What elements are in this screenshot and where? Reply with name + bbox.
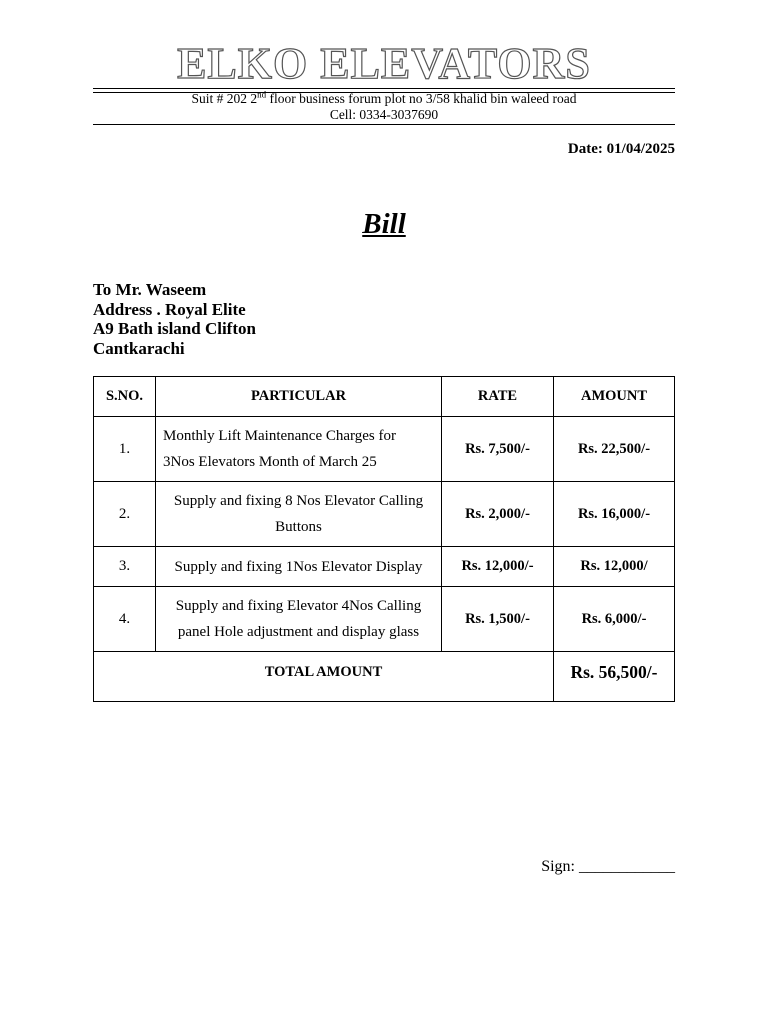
cell-amount: Rs. 22,500/- <box>554 417 675 482</box>
particular-line: Supply and fixing Elevator 4Nos Calling <box>175 598 422 614</box>
recipient-address-3: Cantkarachi <box>93 338 185 358</box>
bill-items-table <box>93 376 675 702</box>
total-label: TOTAL AMOUNT <box>94 652 554 702</box>
particular-line: Monthly Lift Maintenance Charges for <box>163 428 396 444</box>
header-amount: AMOUNT <box>554 377 675 417</box>
cell-amount: Rs. 6,000/- <box>554 587 675 652</box>
header-sno: S.NO. <box>94 377 156 417</box>
table-row <box>94 417 675 482</box>
table-row <box>94 482 675 547</box>
cell-sno: 1. <box>94 417 156 482</box>
particular-line: Supply and fixing 1Nos Elevator Display <box>174 558 423 575</box>
table-row <box>94 547 675 587</box>
cell-rate: Rs. 2,000/- <box>442 482 554 547</box>
cell-particular <box>156 547 442 587</box>
total-amount: Rs. 56,500/- <box>554 652 675 702</box>
cell-rate: Rs. 12,000/- <box>442 547 554 587</box>
address-line: Suit # 202 2nd floor business forum plot no 3/58 khalid bin waleed road <box>191 89 577 106</box>
cell-sno: 4. <box>94 587 156 652</box>
table-header-row <box>94 377 675 417</box>
header-address-block <box>0 91 768 123</box>
particular-line: Supply and fixing 8 Nos Elevator Calling <box>173 493 424 509</box>
cell-sno: 3. <box>94 547 156 587</box>
cell-amount: Rs. 16,000/- <box>554 482 675 547</box>
page-title: Bill <box>362 208 406 240</box>
recipient-name: To Mr. Waseem <box>93 280 207 299</box>
table-row <box>94 587 675 652</box>
header-rule <box>93 124 675 125</box>
header-rate: RATE <box>442 377 554 417</box>
total-row <box>94 652 675 702</box>
header-particular: PARTICULAR <box>156 377 442 417</box>
cell-particular <box>156 482 442 547</box>
cell-amount: Rs. 12,000/ <box>554 547 675 587</box>
cell-particular <box>156 587 442 652</box>
cell-particular <box>156 417 442 482</box>
particular-line: 3Nos Elevators Month of March 25 <box>163 454 377 470</box>
cell-rate: Rs. 7,500/- <box>442 417 554 482</box>
cell-rate: Rs. 1,500/- <box>442 587 554 652</box>
bill-date: Date: 01/04/2025 <box>567 141 675 157</box>
recipient-address-2: A9 Bath island Clifton <box>93 319 256 339</box>
recipient-block <box>93 280 256 358</box>
particular-line: Buttons <box>275 519 322 535</box>
company-name: ELKO ELEVATORS <box>177 39 591 88</box>
particular-line: panel Hole adjustment and display glass <box>177 624 420 640</box>
recipient-address-1: Address . Royal Elite <box>93 299 246 319</box>
cell-line: Cell: 0334-3037690 <box>329 107 439 122</box>
cell-sno: 2. <box>94 482 156 547</box>
signature-line: Sign: ____________ <box>541 858 675 875</box>
